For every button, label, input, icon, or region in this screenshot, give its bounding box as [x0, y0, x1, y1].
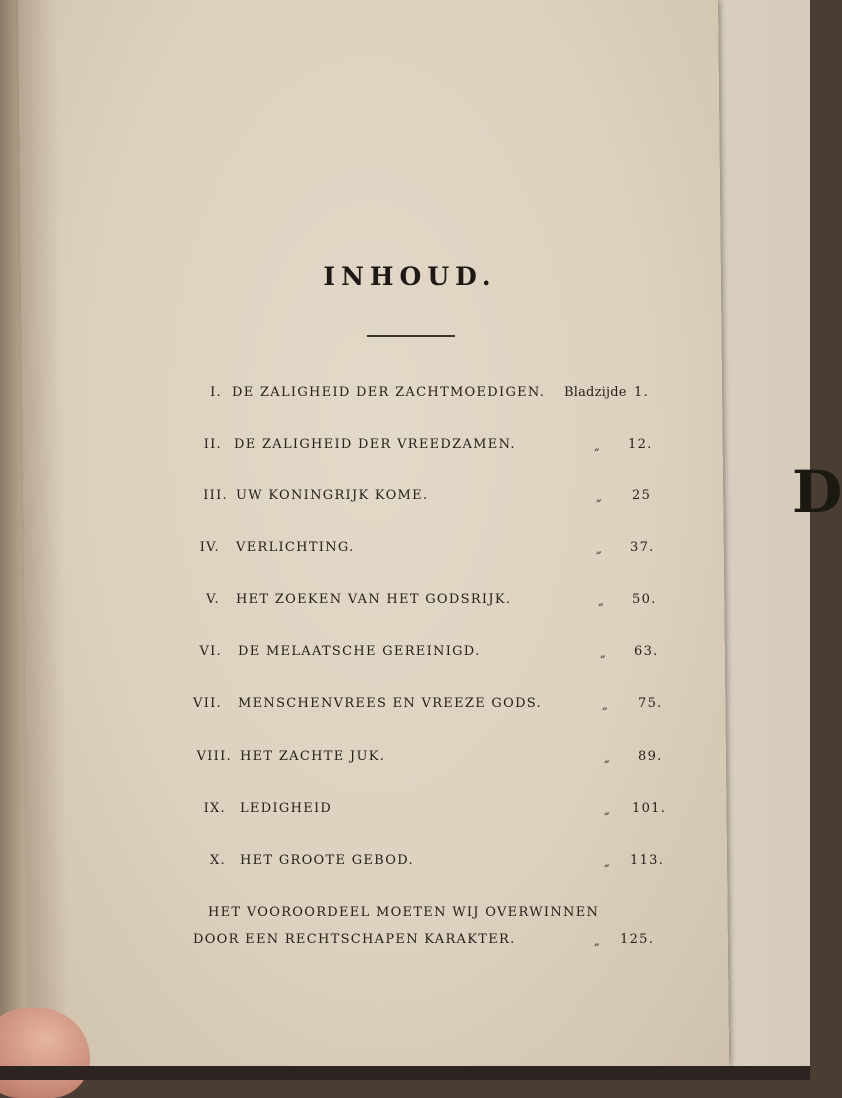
toc-entry-title: DE MELAATSCHE GEREINIGD. [238, 644, 481, 659]
toc-entry-number: III. [203, 488, 228, 503]
toc-entry [0, 488, 700, 508]
toc-entry-ditto: „ [600, 647, 607, 660]
toc-entry [0, 385, 700, 405]
toc-entry [0, 592, 700, 612]
toc-entry-page: 75. [638, 696, 663, 711]
toc-entry [0, 437, 700, 457]
page-column-label: Bladzijde [564, 385, 627, 400]
toc-entry-page: 25 [632, 488, 652, 503]
toc-entry [0, 540, 700, 560]
toc-entry-ditto: „ [596, 543, 603, 556]
toc-entry [0, 749, 700, 769]
toc-entry-number: V. [206, 592, 220, 607]
toc-entry-ditto: „ [604, 752, 611, 765]
toc-entry-number: IV. [199, 540, 220, 555]
toc-entry [0, 696, 700, 716]
toc-entry-page: 63. [634, 644, 659, 659]
toc-entry-title: HET ZACHTE JUK. [240, 749, 386, 764]
toc-entry-ditto: „ [594, 440, 601, 453]
toc-entry-number: I. [210, 385, 222, 400]
toc-entry-page: 89. [638, 749, 663, 764]
book-cover-edge [0, 1066, 810, 1080]
toc-entry-page: 1. [634, 385, 650, 400]
toc-entry-number: X. [210, 853, 226, 868]
facing-page-letter: D [792, 458, 842, 526]
toc-entry-title: UW KONINGRIJK KOME. [236, 488, 429, 503]
toc-entry-title: DE ZALIGHEID DER ZACHTMOEDIGEN. [232, 385, 546, 400]
final-entry-page: 125. [620, 932, 655, 947]
toc-entry-page: 12. [628, 437, 653, 452]
toc-entry-ditto: „ [598, 595, 605, 608]
toc-entry-ditto: „ [596, 491, 603, 504]
toc-entry-number: VIII. [196, 749, 232, 764]
toc-entry-number: VII. [193, 696, 222, 711]
title-divider [367, 335, 455, 337]
toc-entry-number: II. [203, 437, 222, 452]
toc-entry [0, 644, 700, 664]
final-entry-line2: DOOR EEN RECHTSCHAPEN KARAKTER. [193, 932, 516, 947]
toc-entry-number: IX. [203, 801, 226, 816]
final-entry-ditto: „ [594, 935, 601, 948]
toc-entry-title: HET ZOEKEN VAN HET GODSRIJK. [236, 592, 512, 607]
toc-entry-page: 37. [630, 540, 655, 555]
toc-entry-title: DE ZALIGHEID DER VREEDZAMEN. [234, 437, 516, 452]
toc-entry [0, 853, 700, 873]
toc-entry-ditto: „ [602, 699, 609, 712]
toc-entry-page: 101. [632, 801, 667, 816]
toc-entry-title: VERLICHTING. [236, 540, 355, 555]
toc-entry-page: 50. [632, 592, 657, 607]
toc-entry-title: HET GROOTE GEBOD. [240, 853, 414, 868]
page-title: INHOUD. [323, 262, 497, 291]
toc-entry-ditto: „ [604, 856, 611, 869]
toc-entry-number: VI. [199, 644, 222, 659]
toc-entry-page: 113. [630, 853, 665, 868]
toc-entry-title: MENSCHENVREES EN VREEZE GODS. [238, 696, 542, 711]
toc-entry-title: LEDIGHEID [240, 801, 333, 816]
final-entry-line1: HET VOOROORDEEL MOETEN WIJ OVERWINNEN [208, 905, 600, 920]
toc-entry [0, 801, 700, 821]
toc-entry-ditto: „ [604, 804, 611, 817]
